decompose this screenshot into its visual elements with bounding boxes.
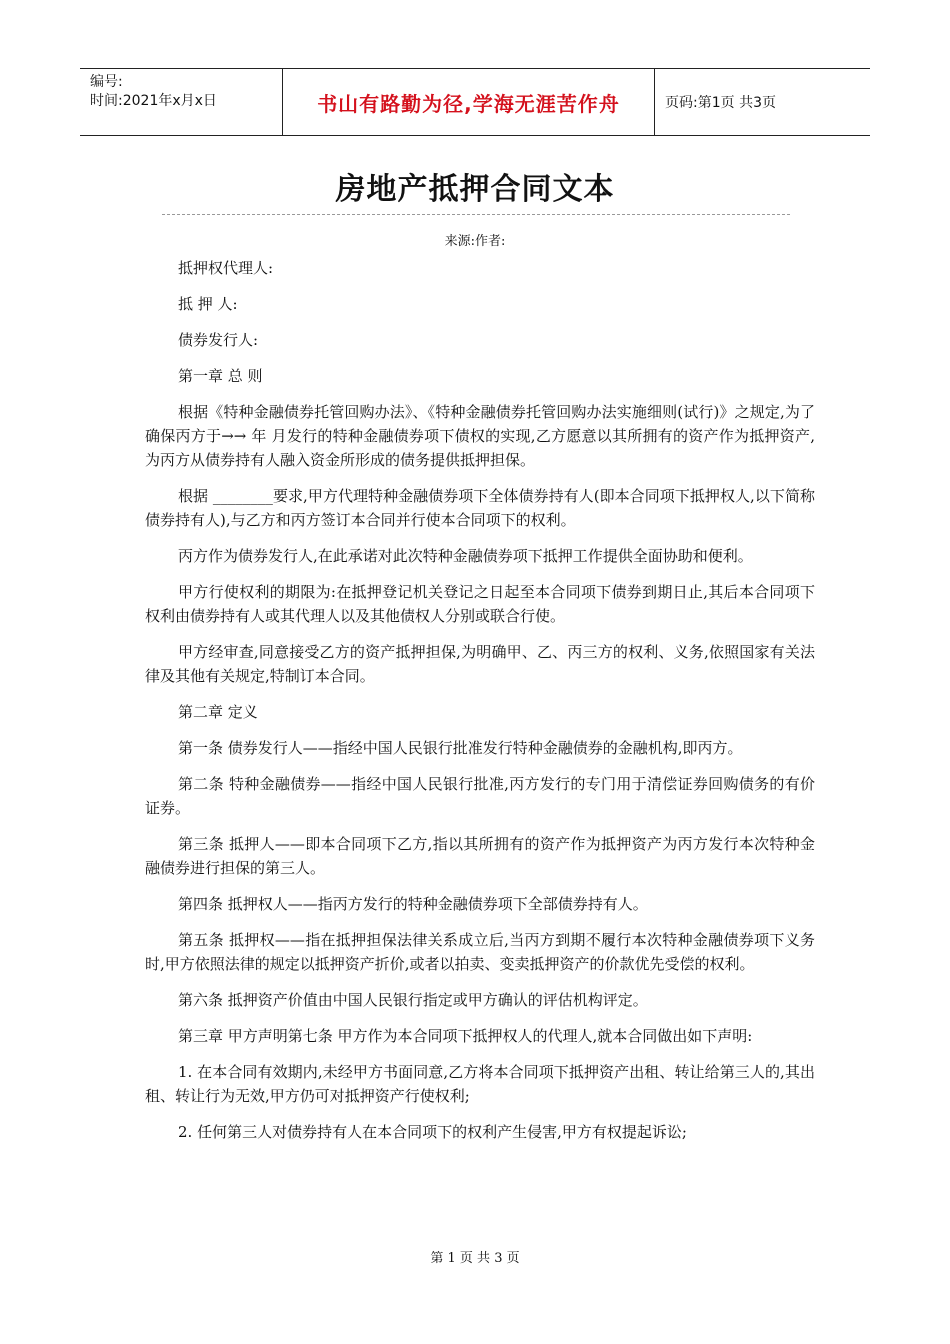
header-meta bbox=[80, 69, 282, 135]
document-header bbox=[80, 68, 870, 136]
body-paragraph: 甲方行使权利的期限为:在抵押登记机关登记之日起至本合同项下债券到期日止,其后本合同项下权利由债券持有人或其代理人以及其他债权人分别或联合行使。 bbox=[145, 583, 815, 625]
body-paragraph: 甲方经审查,同意接受乙方的资产抵押担保,为明确甲、乙、丙三方的权利、义务,依照国家有关法律及其他有关规定,特制订本合同。 bbox=[145, 643, 815, 685]
body-paragraph: 1. 在本合同有效期内,未经甲方书面同意,乙方将本合同项下抵押资产出租、转让给第三人的,其出租、转让行为无效,甲方仍可对抵押资产行使权利; bbox=[145, 1063, 815, 1105]
body-paragraph: 根据 ________要求,甲方代理特种金融债券项下全体债券持有人(即本合同项下抵押权人,以下简称债券持有人),与乙方和丙方签订本合同并行使本合同项下的权利。 bbox=[145, 487, 815, 529]
number-label: 编号: bbox=[90, 74, 123, 90]
title-divider bbox=[162, 214, 790, 215]
body-paragraph: 第六条 抵押资产价值由中国人民银行指定或甲方确认的评估机构评定。 bbox=[178, 991, 648, 1009]
body-paragraph: 第一章 总 则 bbox=[178, 367, 263, 385]
source-line: 来源:作者: bbox=[444, 234, 506, 249]
body-paragraph: 第四条 抵押权人——指丙方发行的特种金融债券项下全部债券持有人。 bbox=[178, 895, 648, 913]
body-paragraph: 抵押权代理人: bbox=[178, 259, 274, 277]
page-footer: 第 1 页 共 3 页 bbox=[430, 1251, 520, 1266]
motto-text: 书山有路勤为径,学海无涯苦作舟 bbox=[317, 91, 620, 116]
time-label: 时间:2021年x月x日 bbox=[90, 93, 217, 109]
body-paragraph: 债券发行人: bbox=[178, 331, 259, 349]
document-title: 房地产抵押合同文本 bbox=[335, 172, 615, 207]
header-page-info-cell bbox=[655, 69, 870, 135]
document-body bbox=[145, 256, 815, 1156]
body-paragraph: 第三条 抵押人——即本合同项下乙方,指以其所拥有的资产作为抵押资产为丙方发行本次特种金融债券进行担保的第三人。 bbox=[145, 835, 815, 877]
body-paragraph: 第二章 定义 bbox=[178, 703, 258, 721]
body-paragraph: 抵 押 人: bbox=[178, 295, 238, 313]
page-info: 页码:第1页 共3页 bbox=[665, 95, 776, 111]
body-paragraph: 第三章 甲方声明第七条 甲方作为本合同项下抵押权人的代理人,就本合同做出如下声明: bbox=[178, 1027, 753, 1045]
body-paragraph: 丙方作为债券发行人,在此承诺对此次特种金融债券项下抵押工作提供全面协助和便利。 bbox=[178, 547, 753, 565]
body-paragraph: 第一条 债券发行人——指经中国人民银行批准发行特种金融债券的金融机构,即丙方。 bbox=[178, 739, 743, 757]
body-paragraph: 根据《特种金融债券托管回购办法》、《特种金融债券托管回购办法实施细则(试行)》之规定,为了确保丙方于→→ 年 月发行的特种金融债券项下债权的实现,乙方愿意以其所拥有的资产作为抵押资产,为丙方从债券持有人融入资金所形成的债务提供抵押担保。 bbox=[145, 403, 815, 469]
body-paragraph: 第二条 特种金融债券——指经中国人民银行批准,丙方发行的专门用于清偿证券回购债务的有价证券。 bbox=[145, 775, 815, 817]
body-paragraph: 第五条 抵押权——指在抵押担保法律关系成立后,当丙方到期不履行本次特种金融债券项下义务时,甲方依照法律的规定以抵押资产折价,或者以拍卖、变卖抵押资产的价款优先受偿的权利。 bbox=[145, 931, 815, 973]
body-paragraph: 2. 任何第三人对债券持有人在本合同项下的权利产生侵害,甲方有权提起诉讼; bbox=[178, 1123, 687, 1141]
header-motto-cell bbox=[282, 69, 655, 135]
